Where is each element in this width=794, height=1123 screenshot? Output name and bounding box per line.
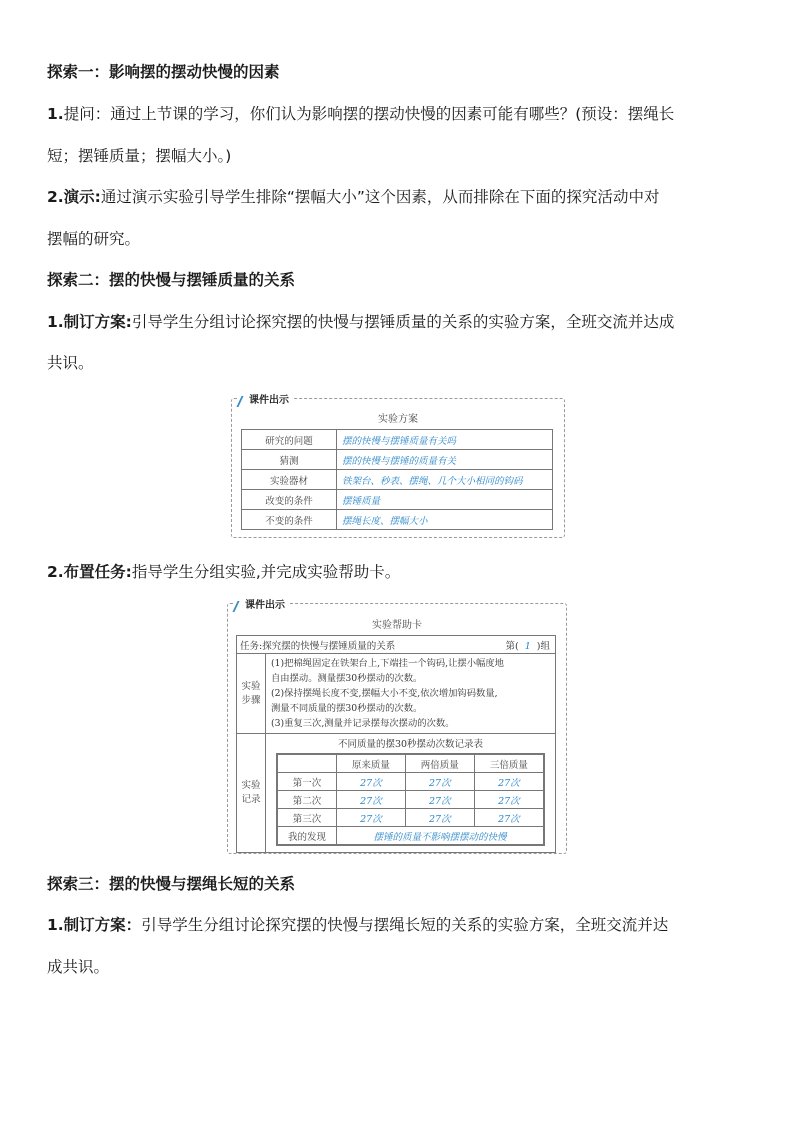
table-row	[277, 773, 544, 791]
step-line: (2)保持摆绳长度不变,摆幅大小不变,依次增加钩码数量,	[271, 688, 498, 699]
trial-value: 27次	[337, 809, 406, 827]
steps-label: 实验步骤	[237, 654, 266, 734]
section2-item1-cont: 共识。	[47, 354, 94, 372]
row-label: 研究的问题	[242, 430, 337, 450]
section1-item2-cont: 摆幅的研究。	[47, 230, 141, 248]
task-row	[237, 636, 556, 654]
record-label: 实验记录	[237, 734, 266, 853]
row-value: 摆的快慢与摆锤质量有关吗	[337, 430, 553, 450]
task-text: 任务:探究摆的快慢与摆锤质量的关系	[240, 640, 396, 652]
row-label: 不变的条件	[242, 510, 337, 530]
trial-value: 27次	[337, 791, 406, 809]
row-value: 摆的快慢与摆锤的质量有关	[337, 450, 553, 470]
finding-label: 我的发现	[277, 827, 337, 846]
row-label: 实验器材	[242, 470, 337, 490]
record-title: 不同质量的摆30秒摆动次数记录表	[337, 739, 484, 750]
section1-item2	[47, 187, 659, 207]
step-line: (1)把棉绳固定在铁架台上,下端挂一个钩码,让摆小幅度地	[271, 658, 504, 669]
courseware-tag: 课件出示	[233, 599, 288, 613]
row-label: 改变的条件	[242, 490, 337, 510]
item-number: 1.	[47, 105, 64, 123]
table-row	[242, 430, 553, 450]
trial-value: 27次	[405, 773, 474, 791]
column-header: 两倍质量	[405, 754, 474, 773]
group-number: 第( 1 )组	[505, 640, 550, 652]
header-row	[277, 754, 544, 773]
section3-item1-cont: 成共识。	[47, 958, 110, 976]
item-text: 引导学生分组讨论探究摆的快慢与摆绳长短的关系的实验方案，全班交流并达	[141, 916, 669, 934]
record-row	[237, 734, 556, 853]
panel-title: 实验方案	[378, 414, 418, 425]
item-label: 2.布置任务:	[47, 563, 132, 581]
table-row	[242, 470, 553, 490]
table-row	[242, 510, 553, 530]
item-text: 指导学生分组实验,并完成实验帮助卡。	[131, 563, 401, 581]
item-text: 引导学生分组讨论探究摆的快慢与摆锤质量的关系的实验方案，全班交流并达成	[131, 313, 675, 331]
row-label: 猜测	[242, 450, 337, 470]
section2-heading: 探索二：摆的快慢与摆锤质量的关系	[47, 271, 296, 289]
row-value: 摆绳长度、摆幅大小	[337, 510, 553, 530]
experiment-plan-panel	[231, 395, 565, 538]
section2-item1	[47, 312, 674, 332]
trial-value: 27次	[337, 773, 406, 791]
trial-label: 第二次	[277, 791, 337, 809]
column-header: 三倍质量	[474, 754, 544, 773]
record-cell	[266, 734, 556, 853]
section2-item2	[47, 562, 400, 582]
help-card-table	[236, 635, 556, 853]
trial-value: 27次	[474, 791, 544, 809]
trial-value: 27次	[474, 809, 544, 827]
item-text: 提问：通过上节课的学习，你们认为影响摆的摆动快慢的因素可能有哪些？(预设：摆绳长	[63, 105, 675, 123]
group-value: 1	[524, 640, 531, 652]
section3-heading: 探索三：摆的快慢与摆绳长短的关系	[47, 875, 296, 893]
item-label: 1.制订方案:	[47, 313, 132, 331]
item-text: 通过演示实验引导学生排除“摆幅大小”这个因素，从而排除在下面的探究活动中对	[100, 188, 660, 206]
row-value: 摆锤质量	[337, 490, 553, 510]
item-label: 1.制订方案：	[47, 916, 142, 934]
table-row	[277, 809, 544, 827]
section1-item1	[47, 104, 674, 124]
column-header: 原来质量	[337, 754, 406, 773]
plan-table	[241, 429, 553, 530]
table-row	[277, 791, 544, 809]
step-line: 自由摆动。测量摆30秒摆动的次数。	[271, 673, 423, 684]
item-label: 2.演示:	[47, 188, 101, 206]
table-row	[242, 490, 553, 510]
record-table	[276, 753, 545, 846]
section3-item1	[47, 915, 668, 935]
table-row	[242, 450, 553, 470]
help-card-panel	[227, 600, 567, 854]
section1-heading: 探索一：影响摆的摆动快慢的因素	[47, 63, 280, 81]
steps-cell	[266, 654, 556, 734]
trial-label: 第一次	[277, 773, 337, 791]
task-cell	[237, 636, 556, 654]
trial-label: 第三次	[277, 809, 337, 827]
panel-title: 实验帮助卡	[372, 620, 422, 631]
finding-row	[277, 827, 544, 846]
section1-item1-cont: 短；摆锤质量；摆幅大小。)	[47, 147, 232, 165]
row-value: 铁架台、秒表、摆绳、几个大小相同的钩码	[337, 470, 553, 490]
step-line: (3)重复三次,测量并记录摆每次摆动的次数。	[271, 718, 455, 729]
finding-value: 摆锤的质量不影响摆摆动的快慢	[337, 827, 545, 846]
step-line: 测量不同质量的摆30秒摆动的次数。	[271, 703, 423, 714]
trial-value: 27次	[474, 773, 544, 791]
trial-value: 27次	[405, 791, 474, 809]
courseware-tag: 课件出示	[237, 394, 292, 408]
trial-value: 27次	[405, 809, 474, 827]
steps-row	[237, 654, 556, 734]
